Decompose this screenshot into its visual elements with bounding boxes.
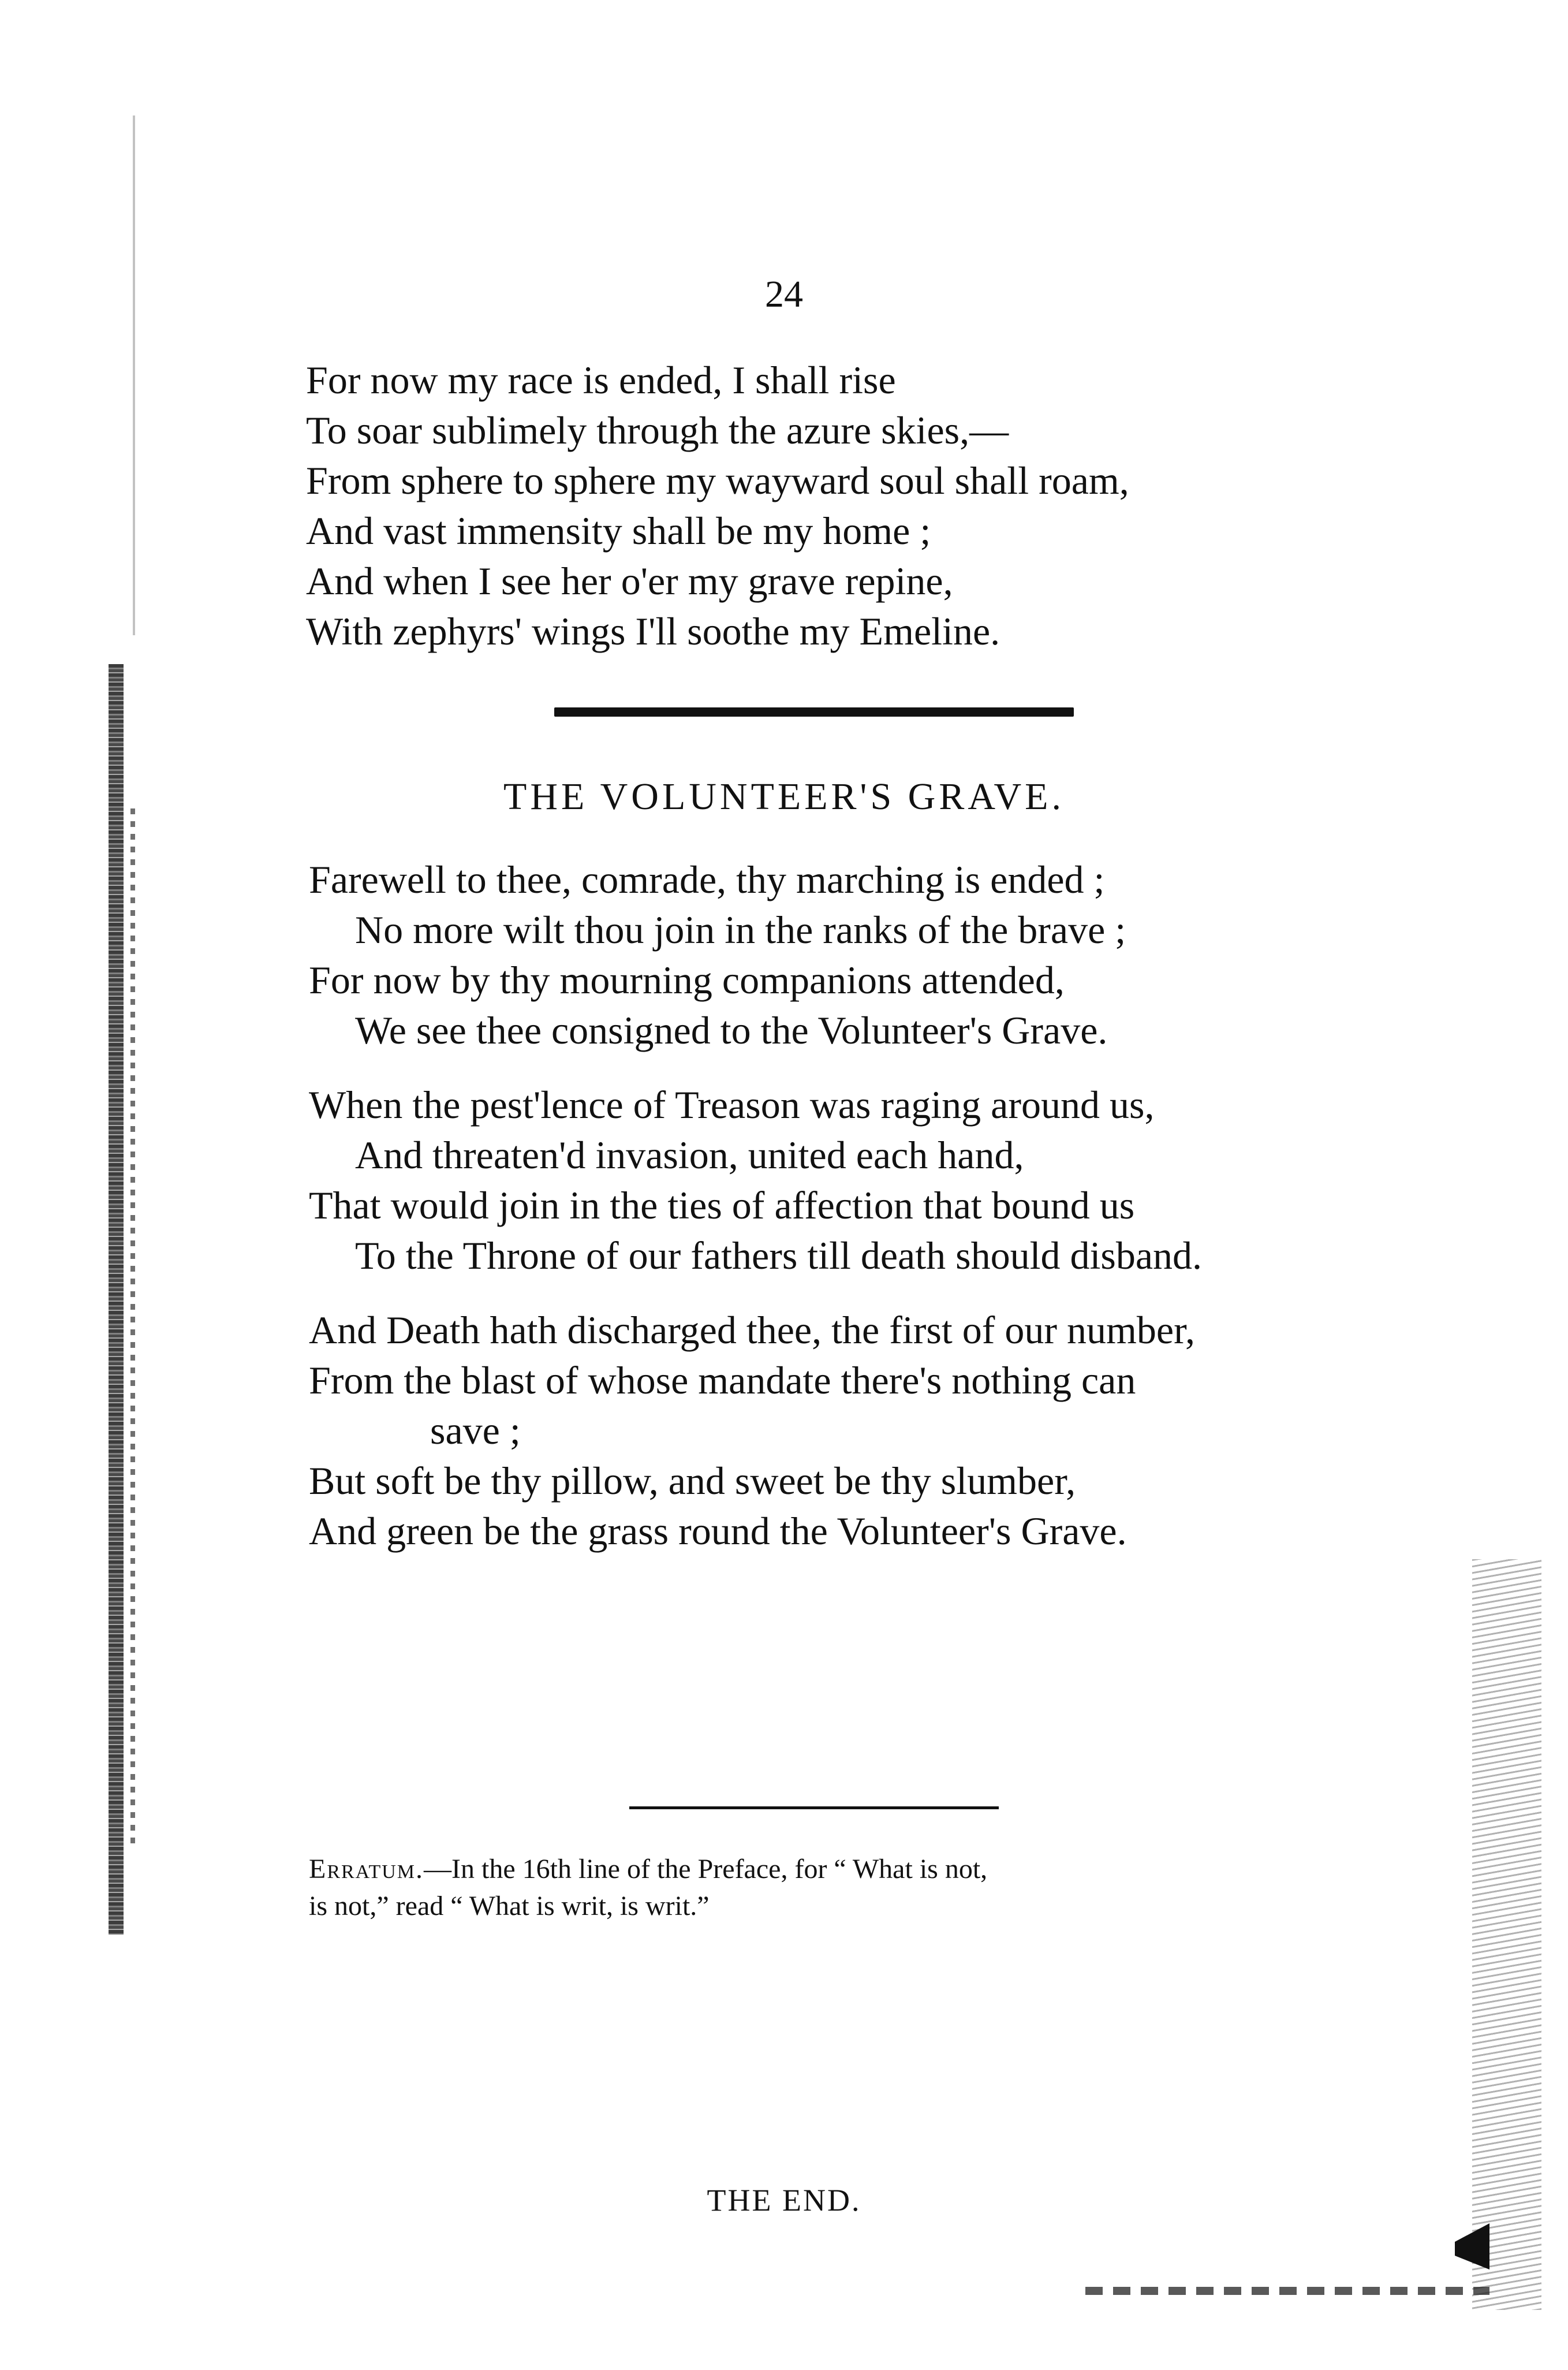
verse-line: When the pest'lence of Treason was raging around us, [309,1083,1155,1127]
verse-line: For now by thy mourning companions attended, [309,958,1065,1002]
binding-shadow-left [109,664,124,1935]
erratum-line: is not,” read “ What is writ, is writ.” [309,1891,710,1921]
stanza-2 [309,1080,1365,1281]
page-edge-noise-bottom [1085,2287,1489,2295]
binding-edge-left [130,808,135,1848]
verse-line: But soft be thy pillow, and sweet be thy slumber, [309,1459,1076,1503]
erratum-label: Erratum. [309,1854,424,1884]
footnote-divider [629,1806,999,1809]
verse-line: Farewell to thee, comrade, thy marching is ended ; [309,858,1105,901]
stanza-1 [309,855,1365,1056]
poem-closing-lines [306,355,1129,657]
verse-line: And green be the grass round the Volunteer's Grave. [309,1509,1127,1553]
erratum-text: —In the 16th line of the Preface, for “ What is not, [424,1854,988,1884]
poem-line: To soar sublimely through the azure skies,— [306,408,1009,452]
binding-line-top [133,115,135,635]
stanza-3 [309,1305,1365,1556]
poem-line: From sphere to sphere my wayward soul shall roam, [306,459,1129,502]
poem-title: THE VOLUNTEER'S GRAVE. [503,776,1065,818]
erratum-note [309,1851,1348,1925]
poem-line: For now my race is ended, I shall rise [306,358,896,402]
verse-line: No more wilt thou join in the ranks of the brave ; [355,908,1126,952]
verse-line: From the blast of whose mandate there's nothing can [309,1358,1136,1402]
poem-line: With zephyrs' wings I'll soothe my Emeline. [306,609,1000,653]
erratum-line [309,1851,1348,1888]
verse-line-wrap: save ; [430,1408,521,1452]
poem-line: And vast immensity shall be my home ; [306,509,931,553]
poem-line: And when I see her o'er my grave repine, [306,559,953,603]
poem-body [309,855,1365,1581]
section-divider [554,707,1074,717]
verse-line: To the Throne of our fathers till death should disband. [355,1234,1203,1277]
verse-line: And threaten'd invasion, united each hand, [355,1133,1024,1177]
the-end: THE END. [707,2183,861,2218]
verse-line: We see thee consigned to the Volunteer's Grave. [355,1008,1108,1052]
page-number: 24 [765,273,803,315]
verse-line: That would join in the ties of affection that bound us [309,1183,1135,1227]
verse-line: And Death hath discharged thee, the first of our number, [309,1308,1196,1352]
